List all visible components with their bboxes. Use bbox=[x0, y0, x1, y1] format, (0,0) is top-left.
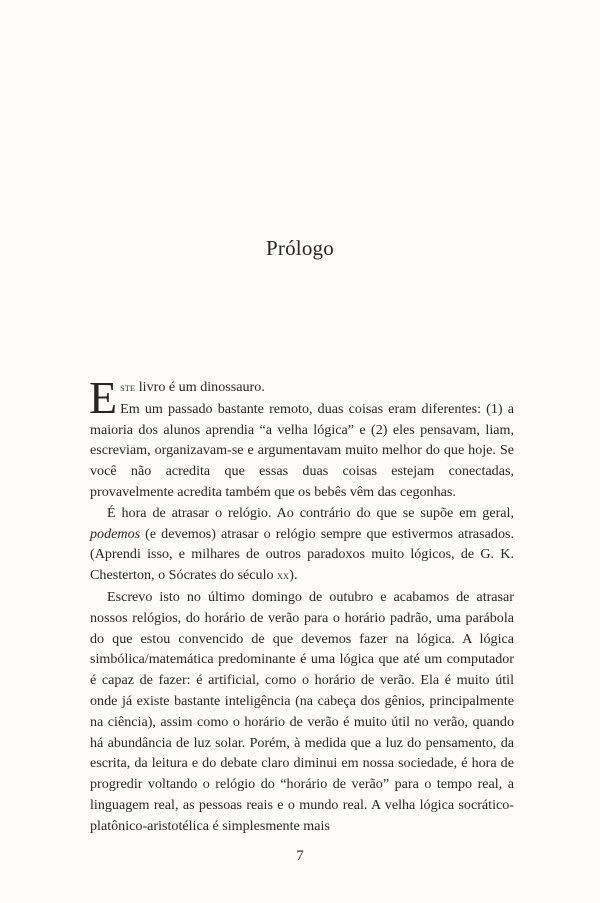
paragraph-1-text: livro é um dinossauro. bbox=[135, 379, 265, 395]
paragraph-3 bbox=[90, 503, 514, 587]
paragraph-4: Escrevo isto no último domingo de outubro e acabamos de atrasar nossos relógios, do horário de verão para o horário padrão, uma parábola do que estou convencido de que devemos fazer na lógica. A lógica simbólica/matemática predominante é uma lógica que até um computador é capaz de fazer: é artificial, como o horário de verão. Ela é muito útil onde já existe bastante inteligência (na cabeça dos gênios, principalmente na ciência), assim como o horário de verão é muito útil no verão, quando há abundância de luz solar. Porém, à medida que a luz do pensamento, da escrita, da leitura e do debate claro diminui em nossa sociedade, é hora de progredir voltando o relógio do “horário de verão” para o tempo real, a linguagem real, as pessoas reais e o mundo real. A velha lógica socrático-platônico-aristotélica é simplesmente mais bbox=[90, 588, 514, 834]
page-number: 7 bbox=[296, 848, 304, 864]
paragraph-3-emphasis: podemos bbox=[90, 525, 141, 542]
opening-small-caps: ste bbox=[120, 382, 136, 394]
century-small-caps: xx bbox=[277, 570, 290, 583]
paragraph-1 bbox=[89, 372, 514, 423]
paragraph-2: Em um passado bastante remoto, duas coisas eram diferentes: (1) a maioria dos alunos aprendia “a velha lógica” e (2) eles pensavam, liam, escreviam, organizavam-se e argumentavam muito melhor do que hoje. Se você não acredita que essas duas coisas estejam conectadas, provavelmente acredita também que os bebês vêm das cegonhas. bbox=[90, 400, 514, 500]
paragraph-3-text-c: ). bbox=[289, 567, 298, 584]
paragraph-3-text-b: (e devemos) atrasar o relógio sempre que estivermos atrasados. (Aprendi isso, e milhares de outros paradoxos muito lógicos, de G. K. Chesterton, o Sócrates do século bbox=[90, 525, 514, 584]
drop-cap: E bbox=[89, 372, 118, 423]
chapter-title: Prólogo bbox=[266, 236, 334, 260]
paragraph-3-text-a: É hora de atrasar o relógio. Ao contrário do que se supõe em geral, bbox=[107, 504, 514, 521]
prologue-text bbox=[89, 372, 514, 837]
